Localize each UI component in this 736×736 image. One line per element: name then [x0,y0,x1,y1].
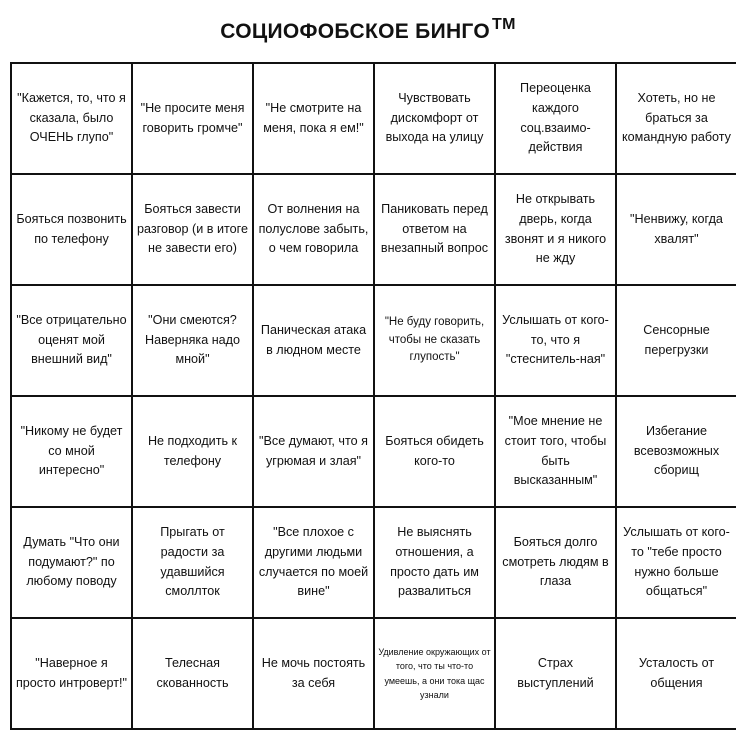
bingo-cell-5-5: Бояться долго смотреть людям в глаза [496,508,617,619]
bingo-cell-2-2: Бояться завести разговор (и в итоге не завести его) [133,175,254,286]
bingo-cell-3-4: "Не буду говорить, чтобы не сказать глупость" [375,286,496,397]
bingo-cell-3-3: Паническая атака в людном месте [254,286,375,397]
bingo-grid [10,62,736,730]
bingo-cell-6-6: Усталость от общения [617,619,736,730]
bingo-cell-6-1: "Наверное я просто интроверт!" [12,619,133,730]
bingo-cell-1-4: Чувствовать дискомфорт от выхода на улицу [375,64,496,175]
bingo-cell-5-2: Прыгать от радости за удавшийся смоллток [133,508,254,619]
bingo-cell-5-4: Не выяснять отношения, а просто дать им развалиться [375,508,496,619]
bingo-cell-2-4: Паниковать перед ответом на внезапный вопрос [375,175,496,286]
bingo-cell-2-5: Не открывать дверь, когда звонят и я никого не жду [496,175,617,286]
bingo-cell-5-6: Услышать от кого-то "тебе просто нужно больше общаться" [617,508,736,619]
bingo-cell-1-3: "Не смотрите на меня, пока я ем!" [254,64,375,175]
bingo-cell-2-3: От волнения на полуслове забыть, о чем говорила [254,175,375,286]
bingo-cell-2-1: Бояться позвонить по телефону [12,175,133,286]
bingo-cell-3-5: Услышать от кого-то, что я "стеснитель-ная" [496,286,617,397]
bingo-cell-6-2: Телесная скованность [133,619,254,730]
title-text: СОЦИОФОБСКОЕ БИНГО [220,20,490,43]
trademark-mark: TM [492,16,516,33]
bingo-cell-3-1: "Все отрицательно оценят мой внешний вид" [12,286,133,397]
bingo-cell-6-3: Не мочь постоять за себя [254,619,375,730]
bingo-cell-4-2: Не подходить к телефону [133,397,254,508]
bingo-cell-4-6: Избегание всевозможных сборищ [617,397,736,508]
bingo-cell-4-4: Бояться обидеть кого-то [375,397,496,508]
page-title [0,16,736,44]
bingo-cell-1-5: Переоценка каждого соц.взаимо-действия [496,64,617,175]
bingo-cell-1-1: "Кажется, то, что я сказала, было ОЧЕНЬ глупо" [12,64,133,175]
bingo-cell-3-6: Сенсорные перегрузки [617,286,736,397]
bingo-cell-2-6: "Ненвижу, когда хвалят" [617,175,736,286]
bingo-cell-4-1: "Никому не будет со мной интересно" [12,397,133,508]
bingo-cell-5-3: "Все плохое с другими людьми случается по моей вине" [254,508,375,619]
bingo-cell-6-5: Страх выступлений [496,619,617,730]
bingo-cell-1-6: Хотеть, но не браться за командную работу [617,64,736,175]
bingo-cell-4-5: "Мое мнение не стоит того, чтобы быть высказанным" [496,397,617,508]
bingo-cell-4-3: "Все думают, что я угрюмая и злая" [254,397,375,508]
bingo-cell-1-2: "Не просите меня говорить громче" [133,64,254,175]
bingo-cell-3-2: "Они смеются? Наверняка надо мной" [133,286,254,397]
bingo-cell-6-4: Удивление окружающих от того, что ты что-то умеешь, а они тока щас узнали [375,619,496,730]
bingo-cell-5-1: Думать "Что они подумают?" по любому поводу [12,508,133,619]
